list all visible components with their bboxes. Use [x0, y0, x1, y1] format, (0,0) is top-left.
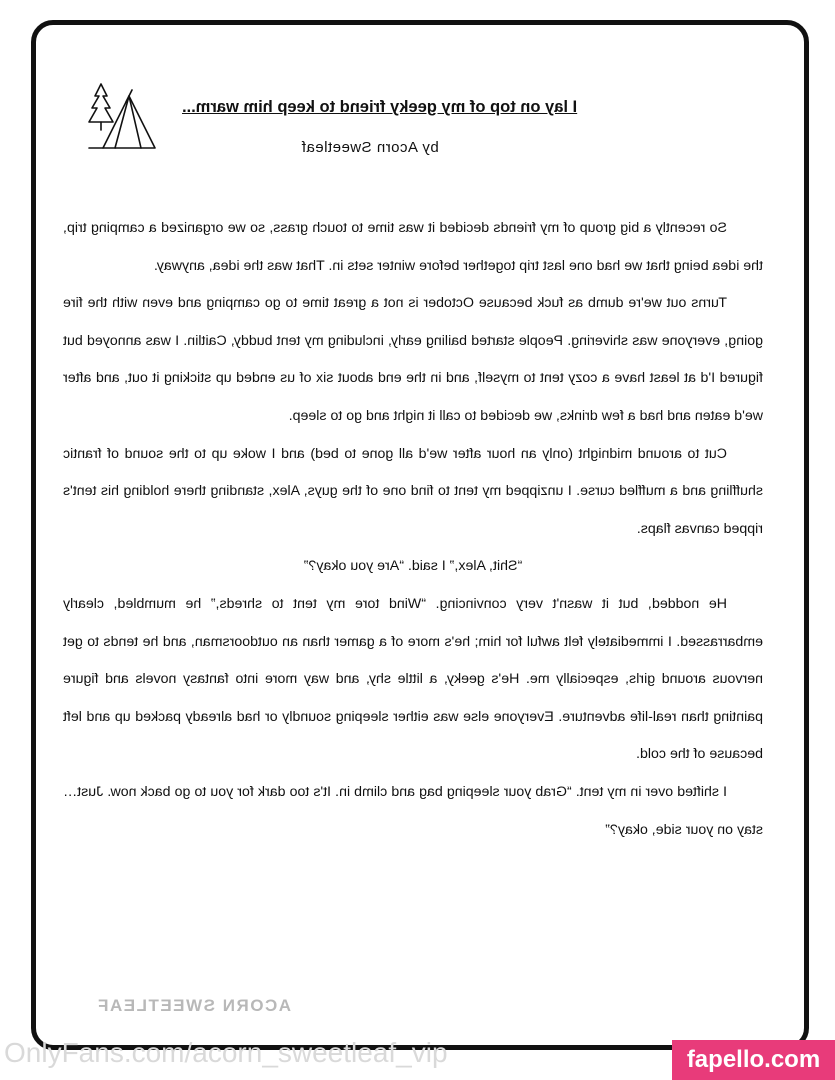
paragraph-5: He nodded, but it wasn't very convincing. “Wind tore my tent to shreds,” he mumbled, clearly embarrassed. I immediately felt awful for him; he's more of a gamer than an outdoorsman, and he tends to get nervous around girls, especially me. He's geeky, a little shy, and way more into fantasy novels and figure painting than real-life adventure. Everyone else was either sleeping soundly or had already packed up and left because of the cold.	[63, 595, 763, 763]
paragraph-6: I shifted over in my tent. “Grab your sleeping bag and climb in. It's too dark for you to go back now. Just… stay on your side, okay?”	[63, 783, 763, 838]
paragraph-4: “Shit, Alex,” I said. “Are you okay?”	[303, 558, 523, 575]
paragraph-2: Turns out we're dumb as fuck because October is not a great time to go camping and even with the fire going, everyone was shivering. People started bailing early, including my tent buddy, Caitlin. I was annoyed but figured I'd at least have a cozy tent to myself, and in the end about six of us ended up sticking it out, and after we'd eaten and had a few drinks, we decided to call it night and go to sleep.	[63, 295, 763, 424]
paragraph-3: Cut to around midnight (only an hour after we'd all gone to bed) and I woke up to the sound of frantic shuffling and a muffled curse. I unzipped my tent to find one of the guys, Alex, standing there holding his tent's ripped canvas flaps.	[63, 445, 763, 537]
tent-with-trees-icon	[83, 78, 159, 152]
fapello-watermark: fapello.com	[672, 1040, 835, 1080]
story-title: I lay on top of my geeky friend to keep him warm...	[182, 98, 578, 116]
paragraph-1: So recently a big group of my friends decided it was time to touch grass, so we organized a camping trip, the idea being that we had one last trip together before winter sets in. That was the idea, anyway.	[63, 220, 763, 274]
onlyfans-watermark: OnlyFans.com/acorn_sweetleaf_vip	[4, 1037, 448, 1068]
story-byline: by Acorn Sweetleaf	[301, 139, 439, 156]
author-signature: ACORN SWEETLEAF	[96, 996, 291, 1015]
story-body	[63, 210, 763, 849]
